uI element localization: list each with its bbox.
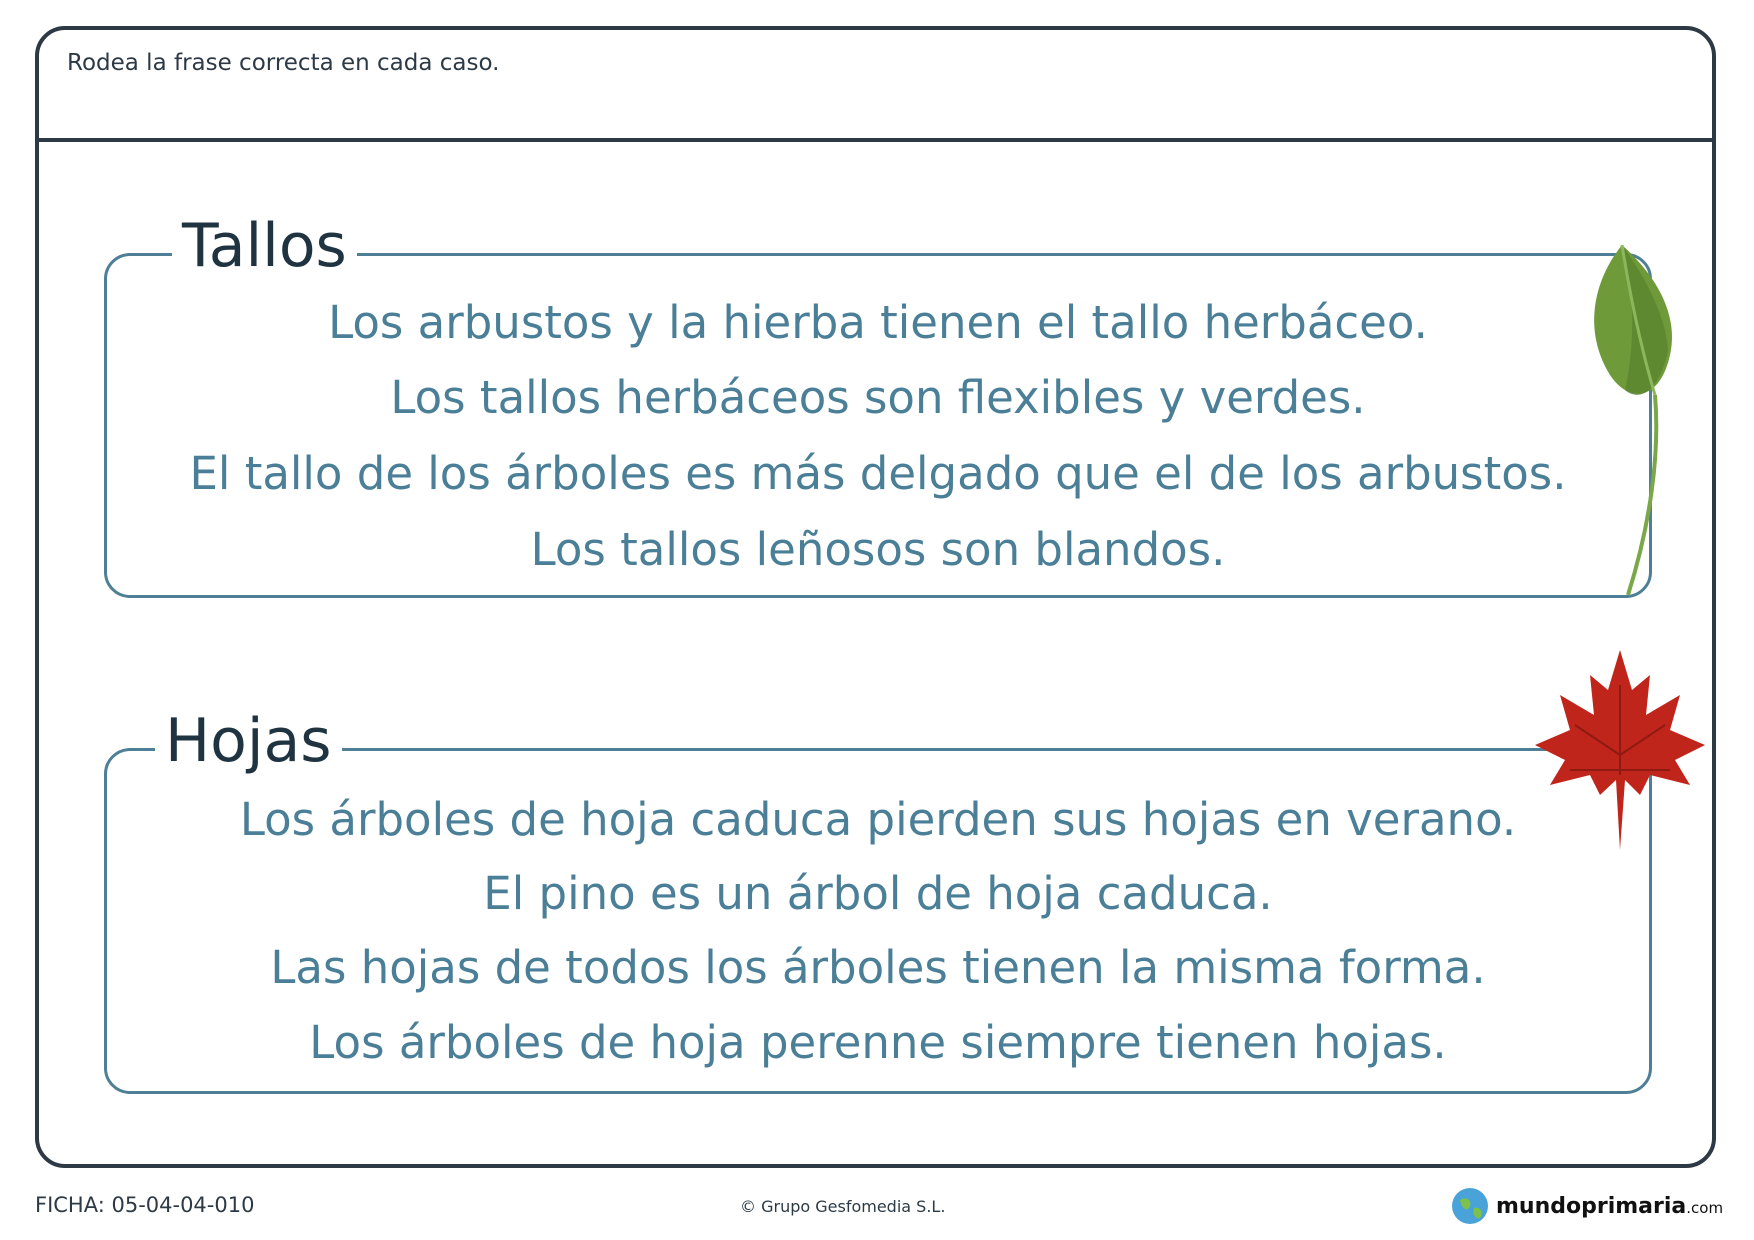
sentence-option[interactable]: Las hojas de todos los árboles tienen la misma forma. bbox=[270, 941, 1486, 994]
copyright-text: © Grupo Gesfomedia S.L. bbox=[740, 1197, 946, 1216]
green-leaf-icon bbox=[1580, 225, 1690, 605]
instruction-text: Rodea la frase correcta en cada caso. bbox=[67, 50, 500, 76]
sentence-option[interactable]: Los tallos leñosos son blandos. bbox=[530, 523, 1226, 576]
instruction-bar bbox=[39, 30, 1712, 142]
globe-icon bbox=[1450, 1186, 1490, 1226]
sentence-option[interactable]: Los árboles de hoja caduca pierden sus hojas en verano. bbox=[239, 793, 1517, 846]
maple-leaf-icon bbox=[1530, 645, 1710, 850]
section-title-hojas: Hojas bbox=[155, 711, 342, 771]
section-hojas bbox=[104, 706, 1652, 1094]
section-tallos bbox=[104, 211, 1652, 598]
logo-domain: .com bbox=[1686, 1198, 1724, 1217]
sentence-option[interactable]: Los tallos herbáceos son flexibles y verdes. bbox=[390, 371, 1366, 424]
logo-text bbox=[1496, 1194, 1723, 1219]
ficha-code: FICHA: 05-04-04-010 bbox=[35, 1193, 255, 1217]
mundoprimaria-logo[interactable] bbox=[1450, 1186, 1723, 1226]
section-title-tallos: Tallos bbox=[172, 216, 357, 276]
logo-main: mundoprimaria bbox=[1496, 1193, 1687, 1219]
sentence-option[interactable]: Los arbustos y la hierba tienen el tallo herbáceo. bbox=[328, 296, 1428, 349]
sentence-option[interactable]: Los árboles de hoja perenne siempre tienen hojas. bbox=[309, 1016, 1447, 1069]
sentence-option[interactable]: El tallo de los árboles es más delgado que el de los arbustos. bbox=[189, 447, 1567, 500]
sentence-option[interactable]: El pino es un árbol de hoja caduca. bbox=[483, 867, 1273, 920]
